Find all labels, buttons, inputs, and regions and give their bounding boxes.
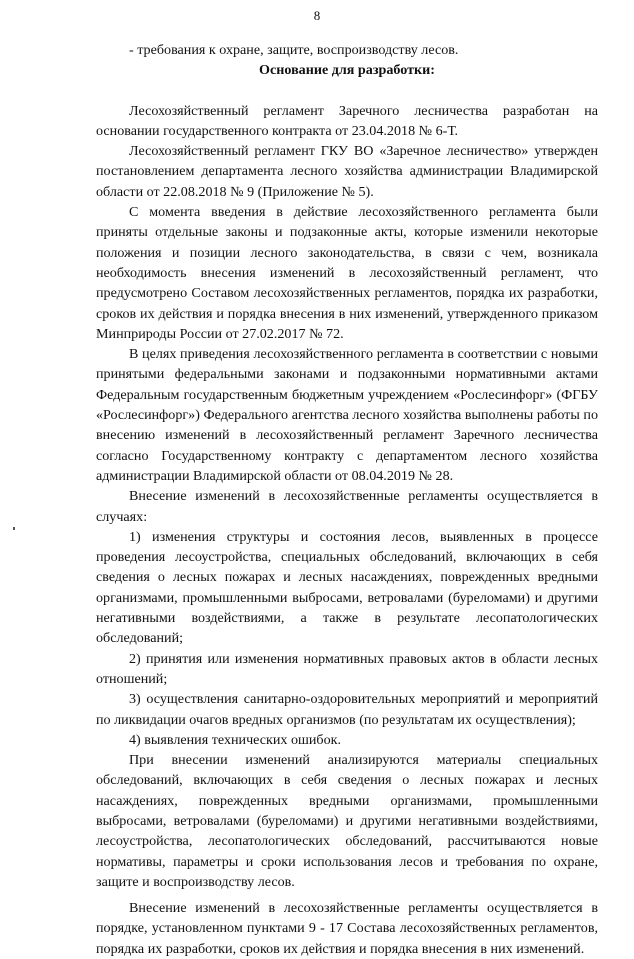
paragraph-procedure: Внесение изменений в лесохозяйственные регламенты осуществляется в порядке, установленном пунктами 9 - 17 Состава лесохозяйственных регламентов, порядка их разработки, сроков их действия и порядка внесения в них изменений. xyxy=(96,900,598,957)
paragraph-analysis: При внесении изменений анализируются материалы специальных обследований, включающих в себя сведения о лесных пожарах и лесных насаждениях, поврежденных вредными организмами, промышленными выбросами, ветровалами (буреломами) и другими негативными воздействиями, лесоустройства, лесопатологических обследований, рассчитываются новые нормативы, параметры и сроки использования лесов и требования по охране, защите и воспроизводству лесов. xyxy=(96,752,598,890)
scan-speck xyxy=(13,527,15,530)
list-item-4: 4) выявления технических ошибок. xyxy=(129,731,342,748)
paragraph-rosleinforg-work: В целях приведения лесохозяйственного регламента в соответствии с новыми принятыми федеральными законами и подзаконными нормативными актами Федеральным государственным бюджетным учреждением «Рослесинфорг» (ФГБУ «Рослесинфорг») Федерального агентства лесного хозяйства выполнены работы по внесению изменений в лесохозяйственный регламент Заречного лесничества согласно Государственному контракту с департаментом лесного хозяйства администрации Владимирской области от 08.04.2019 № 28. xyxy=(96,346,598,484)
paragraph-contract-basis: Лесохозяйственный регламент Заречного лесничества разработан на основании государственного контракта от 23.04.2018 № 6-Т. xyxy=(96,102,598,139)
intro-line: - требования к охране, защите, воспроизводству лесов. xyxy=(129,42,459,58)
list-item-3: 3) осуществления санитарно-оздоровительных мероприятий и мероприятий по ликвидации очагов вредных организмов (по результатам их осуществления); xyxy=(96,691,598,728)
document-body xyxy=(96,40,598,959)
paragraph-approval: Лесохозяйственный регламент ГКУ ВО «Заречное лесничество» утвержден постановлением департамента лесного хозяйства администрации Владимирской области от 22.08.2018 № 9 (Приложение № 5). xyxy=(96,143,598,200)
page-number: 8 xyxy=(313,8,321,23)
section-heading: Основание для разработки: xyxy=(259,62,435,79)
paragraph-legislation-changes: С момента введения в действие лесохозяйственного регламента были приняты отдельные законы и подзаконные акты, которые изменили некоторые положения и позиции лесного законодательства, в связи с чем, возникала необходимость внесения изменений в лесохозяйственный регламент, что предусмотрено Составом лесохозяйственных регламентов, порядка их разработки, сроков их действия и порядка внесения в них изменений, утвержденного приказом Минприроды России от 27.02.2017 № 72. xyxy=(96,204,598,342)
list-item-1: 1) изменения структуры и состояния лесов, выявленных в процессе проведения лесоустройства, специальных обследований, включающих в себя сведения о лесных пожарах и лесных насаждениях, поврежденных вредными организмами, промышленными выбросами, ветровалами (буреломами) и другими негативными воздействиями, а также в результате лесопатологических обследований; xyxy=(96,528,598,647)
paragraph-cases-intro: Внесение изменений в лесохозяйственные регламенты осуществляется в случаях: xyxy=(96,488,598,525)
list-item-2: 2) принятия или изменения нормативных правовых актов в области лесных отношений; xyxy=(96,650,598,687)
